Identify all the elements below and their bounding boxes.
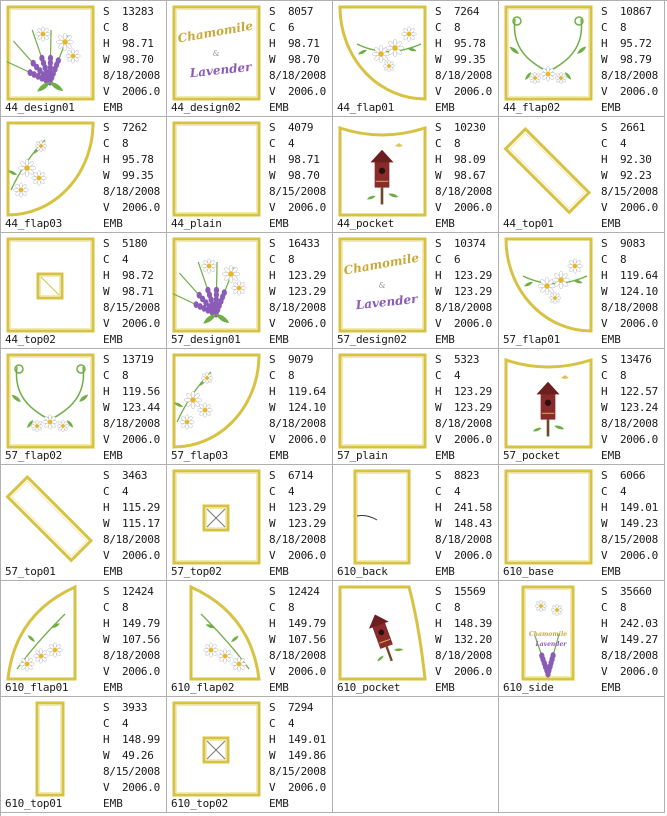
software-version: V 2006.0 — [601, 85, 658, 98]
svg-text:Chamomile: Chamomile — [528, 631, 568, 638]
design-filename: 57_top01 — [5, 565, 56, 578]
software-version: V 2006.0 — [103, 433, 160, 446]
svg-text:&: & — [378, 281, 386, 290]
design-thumbnail — [5, 700, 96, 800]
empty-cell — [499, 697, 665, 813]
stitch-count: S 5323 — [435, 353, 480, 366]
design-width: W 99.35 — [435, 53, 486, 66]
design-filename: 57_plain — [337, 449, 388, 462]
design-specs — [269, 4, 326, 100]
software-version: V 2006.0 — [601, 549, 658, 562]
design-filename: 57_flap02 — [5, 449, 62, 462]
design-specs — [103, 352, 160, 448]
design-height: H 115.29 — [103, 501, 160, 514]
design-height: H 149.79 — [269, 617, 326, 630]
file-format: EMB — [435, 681, 455, 694]
design-date: 8/18/2008 — [103, 417, 160, 430]
design-width: W 98.70 — [269, 169, 320, 182]
design-height: H 98.71 — [103, 37, 154, 50]
design-entry[interactable] — [167, 581, 333, 697]
design-filename: 57_flap03 — [171, 449, 228, 462]
stitch-count: S 5180 — [103, 237, 148, 250]
design-date: 8/18/2008 — [435, 185, 492, 198]
design-width: W 92.23 — [601, 169, 652, 182]
design-thumbnail — [171, 236, 262, 336]
file-format: EMB — [601, 101, 621, 114]
design-date: 8/18/2008 — [103, 533, 160, 546]
design-entry[interactable] — [333, 465, 499, 581]
color-count: C 8 — [269, 253, 295, 266]
design-entry[interactable] — [1, 349, 167, 465]
design-entry[interactable] — [1, 581, 167, 697]
design-width: W 124.10 — [269, 401, 326, 414]
color-count: C 8 — [103, 601, 129, 614]
design-date: 8/15/2008 — [269, 185, 326, 198]
software-version: V 2006.0 — [435, 85, 492, 98]
design-thumbnail — [337, 352, 428, 452]
design-specs — [435, 120, 492, 216]
design-entry[interactable] — [499, 117, 665, 233]
design-thumbnail — [503, 236, 594, 336]
design-specs — [435, 352, 492, 448]
design-thumbnail — [171, 468, 262, 568]
design-specs — [601, 584, 658, 680]
design-entry[interactable] — [499, 581, 665, 697]
file-format: EMB — [269, 565, 289, 578]
design-thumbnail — [5, 4, 96, 104]
design-filename: 610_flap01 — [5, 681, 69, 694]
design-height: H 149.01 — [269, 733, 326, 746]
design-width: W 107.56 — [103, 633, 160, 646]
file-format: EMB — [435, 101, 455, 114]
design-height: H 148.39 — [435, 617, 492, 630]
design-filename: 57_design02 — [337, 333, 407, 346]
design-specs — [269, 120, 326, 216]
file-format: EMB — [435, 217, 455, 230]
stitch-count: S 2661 — [601, 121, 646, 134]
color-count: C 4 — [269, 137, 295, 150]
stitch-count: S 12424 — [269, 585, 320, 598]
stitch-count: S 13719 — [103, 353, 154, 366]
design-specs — [269, 584, 326, 680]
file-format: EMB — [601, 449, 621, 462]
software-version: V 2006.0 — [103, 549, 160, 562]
design-date: 8/18/2008 — [435, 649, 492, 662]
design-entry[interactable] — [1, 697, 167, 813]
design-entry[interactable] — [167, 349, 333, 465]
design-entry[interactable] — [333, 349, 499, 465]
design-height: H 95.78 — [435, 37, 486, 50]
design-specs — [601, 4, 658, 100]
design-entry[interactable] — [167, 465, 333, 581]
design-thumbnail — [337, 236, 428, 336]
svg-text:Lavender: Lavender — [355, 291, 419, 313]
color-count: C 4 — [435, 485, 461, 498]
file-format: EMB — [269, 797, 289, 810]
design-thumbnail — [5, 352, 96, 452]
design-thumbnail — [171, 700, 262, 800]
design-entry[interactable] — [499, 233, 665, 349]
design-thumbnail — [171, 120, 262, 220]
stitch-count: S 8823 — [435, 469, 480, 482]
color-count: C 8 — [269, 601, 295, 614]
svg-text:Lavender: Lavender — [535, 641, 567, 648]
design-entry[interactable] — [1, 465, 167, 581]
design-date: 8/18/2008 — [435, 533, 492, 546]
design-height: H 98.09 — [435, 153, 486, 166]
design-thumbnail — [5, 468, 96, 568]
color-count: C 8 — [103, 369, 129, 382]
design-thumbnail — [171, 352, 262, 452]
design-height: H 241.58 — [435, 501, 492, 514]
design-width: W 149.27 — [601, 633, 658, 646]
color-count: C 8 — [435, 21, 461, 34]
design-date: 8/18/2008 — [435, 417, 492, 430]
design-filename: 610_pocket — [337, 681, 401, 694]
design-specs — [269, 700, 326, 796]
design-filename: 610_top01 — [5, 797, 62, 810]
stitch-count: S 12424 — [103, 585, 154, 598]
design-filename: 610_flap02 — [171, 681, 235, 694]
design-thumbnail — [171, 4, 262, 104]
stitch-count: S 16433 — [269, 237, 320, 250]
file-format: EMB — [269, 681, 289, 694]
file-format: EMB — [601, 333, 621, 346]
design-height: H 119.64 — [601, 269, 658, 282]
design-thumbnail — [503, 4, 594, 104]
stitch-count: S 13283 — [103, 5, 154, 18]
design-height: H 148.99 — [103, 733, 160, 746]
design-entry[interactable] — [167, 1, 333, 117]
file-format: EMB — [103, 797, 123, 810]
color-count: C 8 — [103, 21, 129, 34]
design-filename: 44_design01 — [5, 101, 75, 114]
design-filename: 44_plain — [171, 217, 222, 230]
color-count: C 4 — [103, 717, 129, 730]
stitch-count: S 9079 — [269, 353, 314, 366]
design-height: H 95.78 — [103, 153, 154, 166]
design-filename: 44_flap01 — [337, 101, 394, 114]
file-format: EMB — [435, 565, 455, 578]
design-width: W 123.29 — [435, 285, 492, 298]
design-width: W 123.29 — [435, 401, 492, 414]
design-entry[interactable] — [499, 465, 665, 581]
software-version: V 2006.0 — [435, 317, 492, 330]
design-thumbnail — [337, 468, 428, 568]
design-height: H 149.01 — [601, 501, 658, 514]
stitch-count: S 4079 — [269, 121, 314, 134]
design-specs — [103, 236, 160, 332]
stitch-count: S 7264 — [435, 5, 480, 18]
design-date: 8/18/2008 — [269, 417, 326, 430]
design-entry[interactable] — [1, 117, 167, 233]
color-count: C 4 — [435, 369, 461, 382]
design-height: H 95.72 — [601, 37, 652, 50]
color-count: C 4 — [601, 137, 627, 150]
design-filename: 610_back — [337, 565, 388, 578]
design-height: H 242.03 — [601, 617, 658, 630]
design-width: W 148.43 — [435, 517, 492, 530]
design-specs — [269, 352, 326, 448]
software-version: V 2006.0 — [269, 549, 326, 562]
software-version: V 2006.0 — [601, 665, 658, 678]
svg-text:Lavender: Lavender — [189, 59, 253, 81]
file-format: EMB — [103, 565, 123, 578]
design-height: H 123.29 — [435, 269, 492, 282]
stitch-count: S 35660 — [601, 585, 652, 598]
stitch-count: S 7262 — [103, 121, 148, 134]
design-date: 8/18/2008 — [103, 649, 160, 662]
design-specs — [601, 120, 658, 216]
design-height: H 122.57 — [601, 385, 658, 398]
design-thumbnail — [503, 352, 594, 452]
design-entry[interactable] — [333, 233, 499, 349]
software-version: V 2006.0 — [435, 665, 492, 678]
stitch-count: S 8057 — [269, 5, 314, 18]
design-width: W 98.70 — [269, 53, 320, 66]
color-count: C 4 — [269, 485, 295, 498]
design-width: W 98.79 — [601, 53, 652, 66]
design-date: 8/18/2008 — [269, 301, 326, 314]
design-specs — [435, 468, 492, 564]
software-version: V 2006.0 — [269, 433, 326, 446]
design-thumbnail — [337, 120, 428, 220]
design-entry[interactable] — [1, 1, 167, 117]
design-entry[interactable] — [333, 1, 499, 117]
design-thumbnail — [337, 4, 428, 104]
design-width: W 123.29 — [269, 517, 326, 530]
design-specs — [269, 468, 326, 564]
design-height: H 98.71 — [269, 153, 320, 166]
stitch-count: S 9083 — [601, 237, 646, 250]
design-specs — [269, 236, 326, 332]
svg-text:Chamomile: Chamomile — [176, 18, 255, 46]
design-specs — [601, 352, 658, 448]
design-thumbnail — [5, 120, 96, 220]
software-version: V 2006.0 — [103, 201, 160, 214]
design-date: 8/18/2008 — [269, 533, 326, 546]
design-filename: 44_top01 — [503, 217, 554, 230]
design-thumbnail — [171, 584, 262, 684]
design-filename: 57_pocket — [503, 449, 560, 462]
design-width: W 132.20 — [435, 633, 492, 646]
color-count: C 4 — [103, 253, 129, 266]
design-thumbnail — [5, 584, 96, 684]
color-count: C 8 — [269, 369, 295, 382]
design-width: W 149.86 — [269, 749, 326, 762]
design-date: 8/15/2008 — [601, 185, 658, 198]
design-specs — [103, 4, 160, 100]
design-width: W 98.71 — [103, 285, 154, 298]
design-thumbnail — [5, 236, 96, 336]
design-specs — [435, 4, 492, 100]
design-thumbnail — [503, 584, 594, 684]
design-filename: 57_design01 — [171, 333, 241, 346]
software-version: V 2006.0 — [269, 665, 326, 678]
color-count: C 8 — [435, 601, 461, 614]
design-height: H 98.72 — [103, 269, 154, 282]
design-entry[interactable] — [499, 349, 665, 465]
design-date: 8/18/2008 — [435, 69, 492, 82]
color-count: C 4 — [269, 717, 295, 730]
design-filename: 44_flap03 — [5, 217, 62, 230]
design-width: W 123.44 — [103, 401, 160, 414]
design-date: 8/15/2008 — [269, 765, 326, 778]
file-format: EMB — [103, 681, 123, 694]
design-thumbnail — [503, 120, 594, 220]
design-entry[interactable] — [1, 233, 167, 349]
software-version: V 2006.0 — [103, 781, 160, 794]
design-height: H 98.71 — [269, 37, 320, 50]
design-width: W 123.24 — [601, 401, 658, 414]
color-count: C 8 — [601, 601, 627, 614]
file-format: EMB — [601, 681, 621, 694]
design-entry[interactable] — [167, 233, 333, 349]
design-specs — [103, 584, 160, 680]
design-date: 8/18/2008 — [269, 69, 326, 82]
file-format: EMB — [103, 449, 123, 462]
file-format: EMB — [103, 101, 123, 114]
software-version: V 2006.0 — [103, 85, 160, 98]
design-filename: 44_pocket — [337, 217, 394, 230]
file-format: EMB — [269, 217, 289, 230]
design-date: 8/18/2008 — [435, 301, 492, 314]
design-entry[interactable] — [499, 1, 665, 117]
design-date: 8/18/2008 — [269, 649, 326, 662]
software-version: V 2006.0 — [269, 85, 326, 98]
software-version: V 2006.0 — [269, 201, 326, 214]
stitch-count: S 7294 — [269, 701, 314, 714]
design-entry[interactable] — [167, 117, 333, 233]
design-width: W 99.35 — [103, 169, 154, 182]
grid-left-border — [0, 0, 1, 816]
software-version: V 2006.0 — [435, 201, 492, 214]
design-thumbnail — [337, 584, 428, 684]
design-filename: 44_design02 — [171, 101, 241, 114]
empty-cell — [333, 697, 499, 813]
design-width: W 107.56 — [269, 633, 326, 646]
file-format: EMB — [435, 333, 455, 346]
software-version: V 2006.0 — [601, 433, 658, 446]
color-count: C 8 — [435, 137, 461, 150]
design-thumbnail — [503, 468, 594, 568]
stitch-count: S 10867 — [601, 5, 652, 18]
file-format: EMB — [269, 333, 289, 346]
color-count: C 8 — [601, 253, 627, 266]
stitch-count: S 10230 — [435, 121, 486, 134]
design-specs — [103, 120, 160, 216]
grid-top-border — [0, 0, 667, 1]
design-date: 8/15/2008 — [601, 533, 658, 546]
color-count: C 4 — [601, 485, 627, 498]
design-specs — [103, 468, 160, 564]
design-date: 8/18/2008 — [601, 417, 658, 430]
stitch-count: S 10374 — [435, 237, 486, 250]
color-count: C 4 — [103, 485, 129, 498]
design-specs — [435, 584, 492, 680]
file-format: EMB — [103, 333, 123, 346]
design-specs — [103, 700, 160, 796]
design-date: 8/18/2008 — [601, 301, 658, 314]
design-width: W 98.70 — [103, 53, 154, 66]
design-filename: 44_top02 — [5, 333, 56, 346]
design-date: 8/18/2008 — [601, 649, 658, 662]
design-filename: 610_top02 — [171, 797, 228, 810]
design-width: W 49.26 — [103, 749, 154, 762]
software-version: V 2006.0 — [269, 781, 326, 794]
design-filename: 44_flap02 — [503, 101, 560, 114]
design-width: W 98.67 — [435, 169, 486, 182]
software-version: V 2006.0 — [103, 665, 160, 678]
design-date: 8/15/2008 — [103, 765, 160, 778]
design-height: H 119.56 — [103, 385, 160, 398]
software-version: V 2006.0 — [601, 201, 658, 214]
file-format: EMB — [269, 449, 289, 462]
design-filename: 57_flap01 — [503, 333, 560, 346]
design-height: H 119.64 — [269, 385, 326, 398]
svg-text:&: & — [212, 49, 220, 58]
file-format: EMB — [601, 565, 621, 578]
color-count: C 6 — [269, 21, 295, 34]
color-count: C 8 — [601, 369, 627, 382]
design-entry[interactable] — [167, 697, 333, 813]
stitch-count: S 3933 — [103, 701, 148, 714]
design-width: W 115.17 — [103, 517, 160, 530]
design-entry[interactable] — [333, 581, 499, 697]
file-format: EMB — [103, 217, 123, 230]
file-format: EMB — [435, 449, 455, 462]
design-date: 8/18/2008 — [103, 185, 160, 198]
design-width: W 123.29 — [269, 285, 326, 298]
design-width: W 124.10 — [601, 285, 658, 298]
design-specs — [601, 236, 658, 332]
file-format: EMB — [601, 217, 621, 230]
stitch-count: S 6714 — [269, 469, 314, 482]
design-specs — [601, 468, 658, 564]
color-count: C 8 — [103, 137, 129, 150]
design-height: H 123.29 — [269, 269, 326, 282]
color-count: C 6 — [435, 253, 461, 266]
software-version: V 2006.0 — [269, 317, 326, 330]
color-count: C 8 — [601, 21, 627, 34]
design-entry[interactable] — [333, 117, 499, 233]
design-filename: 57_top02 — [171, 565, 222, 578]
stitch-count: S 6066 — [601, 469, 646, 482]
software-version: V 2006.0 — [435, 433, 492, 446]
svg-text:Chamomile: Chamomile — [342, 250, 421, 278]
design-height: H 92.30 — [601, 153, 652, 166]
software-version: V 2006.0 — [601, 317, 658, 330]
design-filename: 610_base — [503, 565, 554, 578]
design-date: 8/18/2008 — [601, 69, 658, 82]
design-width: W 149.23 — [601, 517, 658, 530]
design-height: H 123.29 — [435, 385, 492, 398]
design-height: H 123.29 — [269, 501, 326, 514]
file-format: EMB — [269, 101, 289, 114]
stitch-count: S 3463 — [103, 469, 148, 482]
stitch-count: S 13476 — [601, 353, 652, 366]
design-date: 8/15/2008 — [103, 301, 160, 314]
software-version: V 2006.0 — [435, 549, 492, 562]
design-filename: 610_side — [503, 681, 554, 694]
stitch-count: S 15569 — [435, 585, 486, 598]
design-date: 8/18/2008 — [103, 69, 160, 82]
design-height: H 149.79 — [103, 617, 160, 630]
software-version: V 2006.0 — [103, 317, 160, 330]
design-specs — [435, 236, 492, 332]
